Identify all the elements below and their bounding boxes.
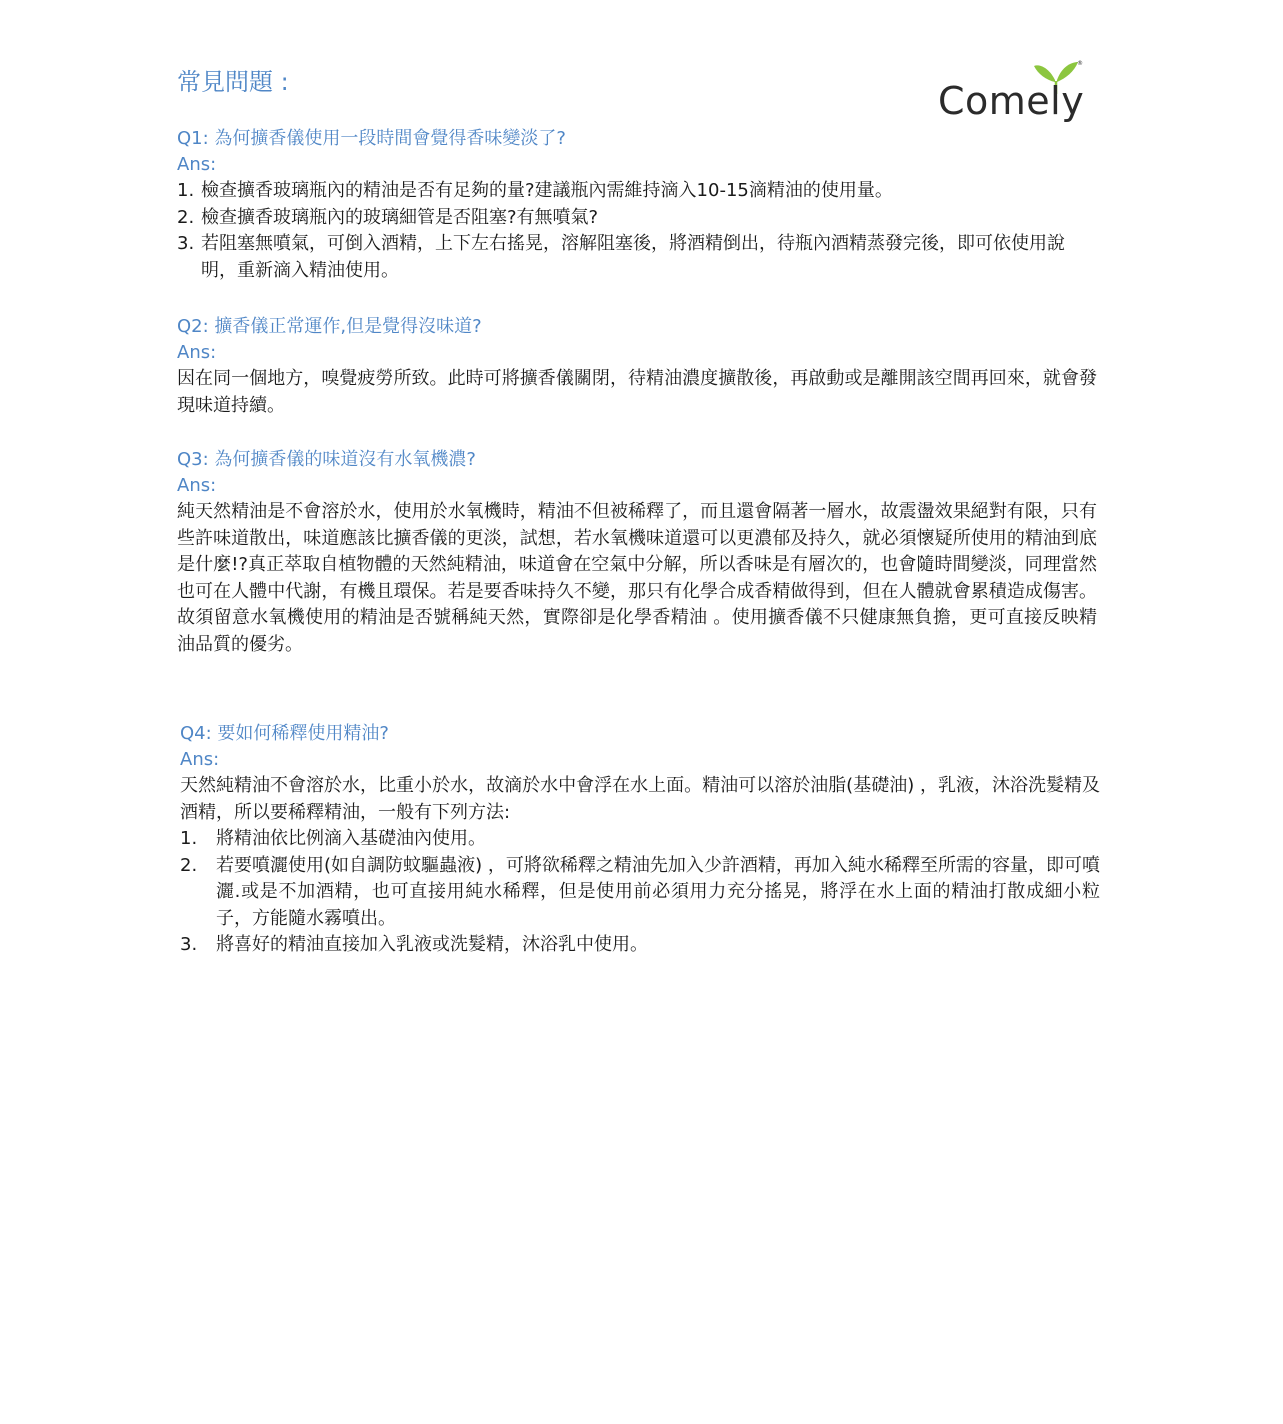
question-q4: Q4: 要如何稀釋使用精油? <box>180 723 389 744</box>
list-item: 1. 將精油依比例滴入基礎油內使用。 <box>180 828 486 849</box>
answer-q2: 因在同一個地方，嗅覺疲勞所致。此時可將擴香儀關閉，待精油濃度擴散後，再啟動或是離開該空間再回來，就會發現味道持續。 <box>177 368 1097 416</box>
ans-label-q4: Ans: <box>180 749 220 770</box>
sprout-logo-icon <box>936 56 1086 128</box>
list-item: 3. 將喜好的精油直接加入乳液或洗髮精，沐浴乳中使用。 <box>180 934 648 955</box>
question-q2: Q2: 擴香儀正常運作,但是覺得沒味道? <box>177 316 482 337</box>
faq-q3 <box>177 447 1097 658</box>
list-item: 3. 若阻塞無噴氣，可倒入酒精，上下左右搖晃，溶解阻塞後，將酒精倒出，待瓶內酒精蒸發完後，即可依使用說明，重新滴入精油使用。 <box>177 233 1065 281</box>
answer-intro-q4: 天然純精油不會溶於水，比重小於水，故滴於水中會浮在水上面。精油可以溶於油脂(基礎油) ，乳液，沐浴洗髮精及酒精，所以要稀釋精油，一般有下列方法: <box>180 775 1100 823</box>
ans-label-q2: Ans: <box>177 342 217 363</box>
list-item: 2. 若要噴灑使用(如自調防蚊驅蟲液) ，可將欲稀釋之精油先加入少許酒精，再加入純水稀釋至所需的容量，即可噴灑.或是不加酒精，也可直接用純水稀釋，但是使用前必須用力充分搖晃，將浮在水上面的精油打散成細小粒子，方能隨水霧噴出。 <box>180 854 1100 929</box>
answer-list-q4 <box>180 826 1100 959</box>
answer-q3: 純天然精油是不會溶於水，使用於水氧機時，精油不但被稀釋了，而且還會隔著一層水，故震盪效果絕對有限，只有些許味道散出，味道應該比擴香儀的更淡，試想，若水氧機味道還可以更濃郁及持久，就必須懷疑所使用的精油到底是什麼!?真正萃取自植物體的天然純精油，味道會在空氣中分解，所以香味是有層次的，也會隨時間變淡，同理當然也可在人體中代謝，有機且環保。若是要香味持久不變，那只有化學合成香精做得到，但在人體就會累積造成傷害。故須留意水氧機使用的精油是否號稱純天然，實際卻是化學香精油 。使用擴香儀不只健康無負擔，更可直接反映精油品質的優劣。 <box>177 501 1097 655</box>
ans-label-q3: Ans: <box>177 475 217 496</box>
question-q1: Q1: 為何擴香儀使用一段時間會覺得香味變淡了? <box>177 128 566 149</box>
comely-logo <box>936 56 1086 128</box>
ans-label-q1: Ans: <box>177 154 217 175</box>
registered-mark: ® <box>1077 60 1083 67</box>
page-title: 常見問題 : <box>177 68 289 96</box>
list-item: 2. 檢查擴香玻璃瓶內的玻璃細管是否阻塞?有無噴氣? <box>177 206 599 228</box>
logo-wordmark: Comely <box>938 79 1085 123</box>
faq-q4 <box>180 721 1100 959</box>
faq-q2 <box>177 314 1097 419</box>
faq-q1 <box>177 126 1097 284</box>
answer-list-q1 <box>177 178 1097 284</box>
question-q3: Q3: 為何擴香儀的味道沒有水氧機濃? <box>177 449 476 470</box>
list-item: 1. 檢查擴香玻璃瓶內的精油是否有足夠的量?建議瓶內需維持滴入10-15滴精油的使用量。 <box>177 180 893 201</box>
